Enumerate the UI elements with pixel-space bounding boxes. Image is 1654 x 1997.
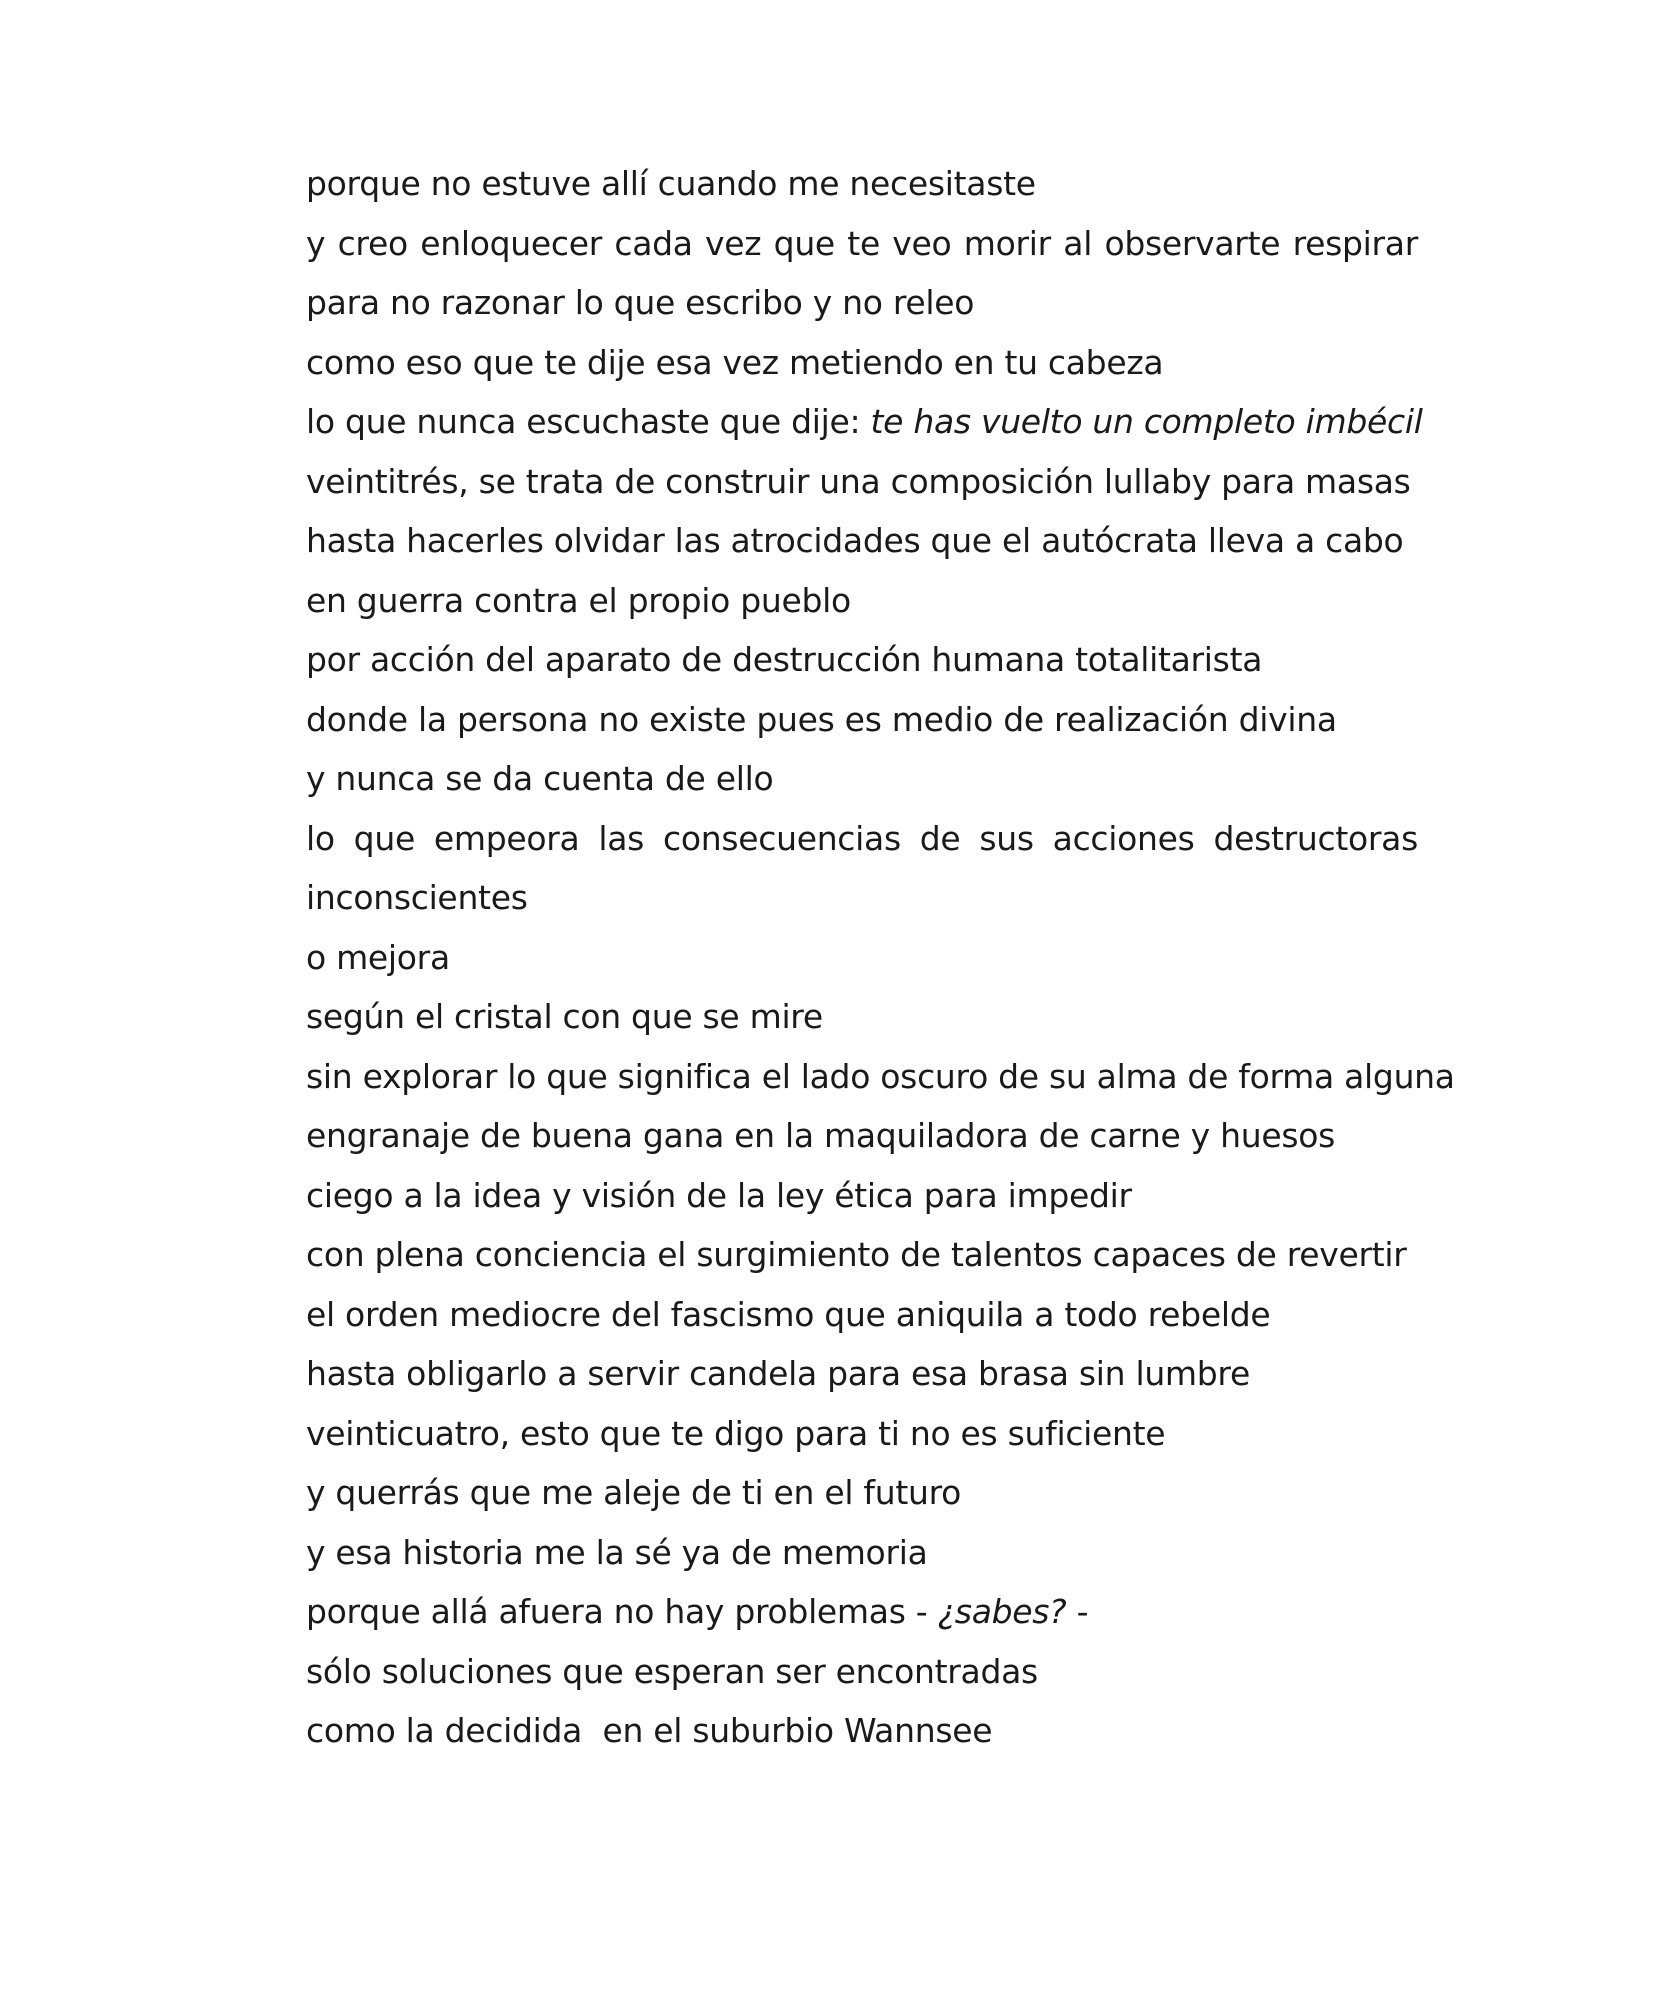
poem-line: o mejora <box>306 937 450 977</box>
poem-line: y creo enloquecer cada vez que te veo morir al observarte respirar <box>306 223 1418 263</box>
poem-line: veintitrés, se trata de construir una composición lullaby para masas <box>306 461 1411 501</box>
poem-line: y querrás que me aleje de ti en el futuro <box>306 1473 962 1512</box>
poem-line: para no razonar lo que escribo y no releo <box>306 283 975 322</box>
poem-line-text: - <box>1066 1592 1089 1631</box>
poem-line <box>306 813 1418 932</box>
poem-line: sin explorar lo que significa el lado oscuro de su alma de forma alguna <box>306 1056 1455 1096</box>
poem-text <box>306 158 1455 1765</box>
poem-line: como eso que te dije esa vez metiendo en tu cabeza <box>306 342 1164 382</box>
poem-line: según el cristal con que se mire <box>306 997 823 1036</box>
poem-line: hasta obligarlo a servir candela para esa brasa sin lumbre <box>306 1354 1250 1393</box>
poem-line: hasta hacerles olvidar las atrocidades que el autócrata lleva a cabo <box>306 521 1404 560</box>
poem-line <box>306 396 1423 456</box>
poem-line: en guerra contra el propio pueblo <box>306 580 851 620</box>
poem-line-text: porque allá afuera no hay problemas - <box>306 1592 938 1631</box>
italic-phrase: te has vuelto un completo imbécil <box>870 402 1423 441</box>
poem-line: y nunca se da cuenta de ello <box>306 759 774 798</box>
poem-line: por acción del aparato de destrucción humana totalitarista <box>306 640 1263 679</box>
poem-line-continuation: inconscientes <box>306 878 528 917</box>
poem-line: donde la persona no existe pues es medio de realización divina <box>306 699 1337 739</box>
poem-line-text: lo que empeora las consecuencias de sus acciones destructoras <box>306 818 1418 858</box>
poem-line: como la decidida en el suburbio Wannsee <box>306 1711 993 1750</box>
poem-line: ciego a la idea y visión de la ley ética para impedir <box>306 1175 1132 1215</box>
poem-line: el orden mediocre del fascismo que aniquila a todo rebelde <box>306 1294 1271 1334</box>
poem-line: con plena conciencia el surgimiento de talentos capaces de revertir <box>306 1235 1407 1274</box>
poem-line-text: lo que nunca escuchaste que dije: <box>306 402 871 441</box>
italic-phrase: ¿sabes? <box>937 1592 1067 1631</box>
poem-line: engranaje de buena gana en la maquiladora de carne y huesos <box>306 1116 1336 1155</box>
poem-line: sólo soluciones que esperan ser encontradas <box>306 1651 1038 1691</box>
poem-line: porque no estuve allí cuando me necesitaste <box>306 164 1036 203</box>
poem-line: veinticuatro, esto que te digo para ti no es suficiente <box>306 1413 1166 1453</box>
poem-line: y esa historia me la sé ya de memoria <box>306 1532 928 1572</box>
poem-line <box>306 1586 1418 1646</box>
